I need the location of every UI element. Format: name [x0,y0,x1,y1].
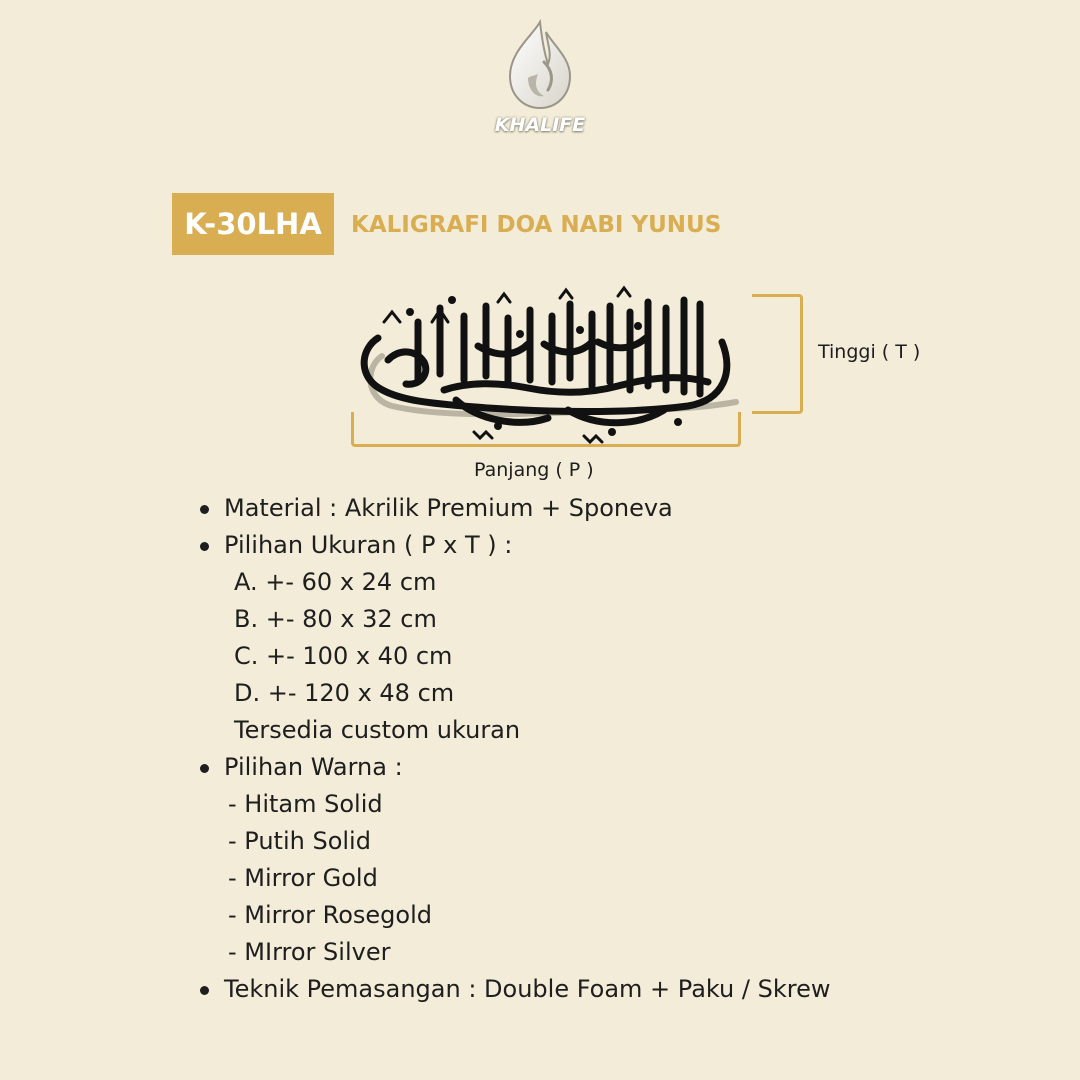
size-option: C. +- 100 x 40 cm [234,642,453,670]
length-label: Panjang ( P ) [474,459,594,481]
color-option: - Putih Solid [228,827,371,855]
brand-name: KHALIFE [494,114,586,136]
length-bracket [351,412,741,447]
size-custom-note: Tersedia custom ukuran [234,716,521,744]
height-label: Tinggi ( T ) [818,341,921,363]
color-option: - Mirror Rosegold [228,901,432,929]
brand-logo [488,18,592,146]
flame-drop-icon [488,18,592,114]
height-bracket [752,294,803,414]
color-option: - Mirror Gold [228,864,378,892]
size-option: B. +- 80 x 32 cm [234,605,437,633]
spec-list [200,490,1000,1008]
product-code-badge: K-30LHA [172,193,334,255]
size-option: A. +- 60 x 24 cm [234,568,437,596]
spec-color-heading: Pilihan Warna : [200,749,1000,786]
product-title: KALIGRAFI DOA NABI YUNUS [351,212,722,238]
spec-size-heading: Pilihan Ukuran ( P x T ) : [200,527,1000,564]
color-option: - Hitam Solid [228,790,383,818]
spec-installation: Teknik Pemasangan : Double Foam + Paku / Skrew [200,971,1000,1008]
size-option: D. +- 120 x 48 cm [234,679,455,707]
color-option: - MIrror Silver [228,938,391,966]
spec-material: Material : Akrilik Premium + Sponeva [200,490,1000,527]
